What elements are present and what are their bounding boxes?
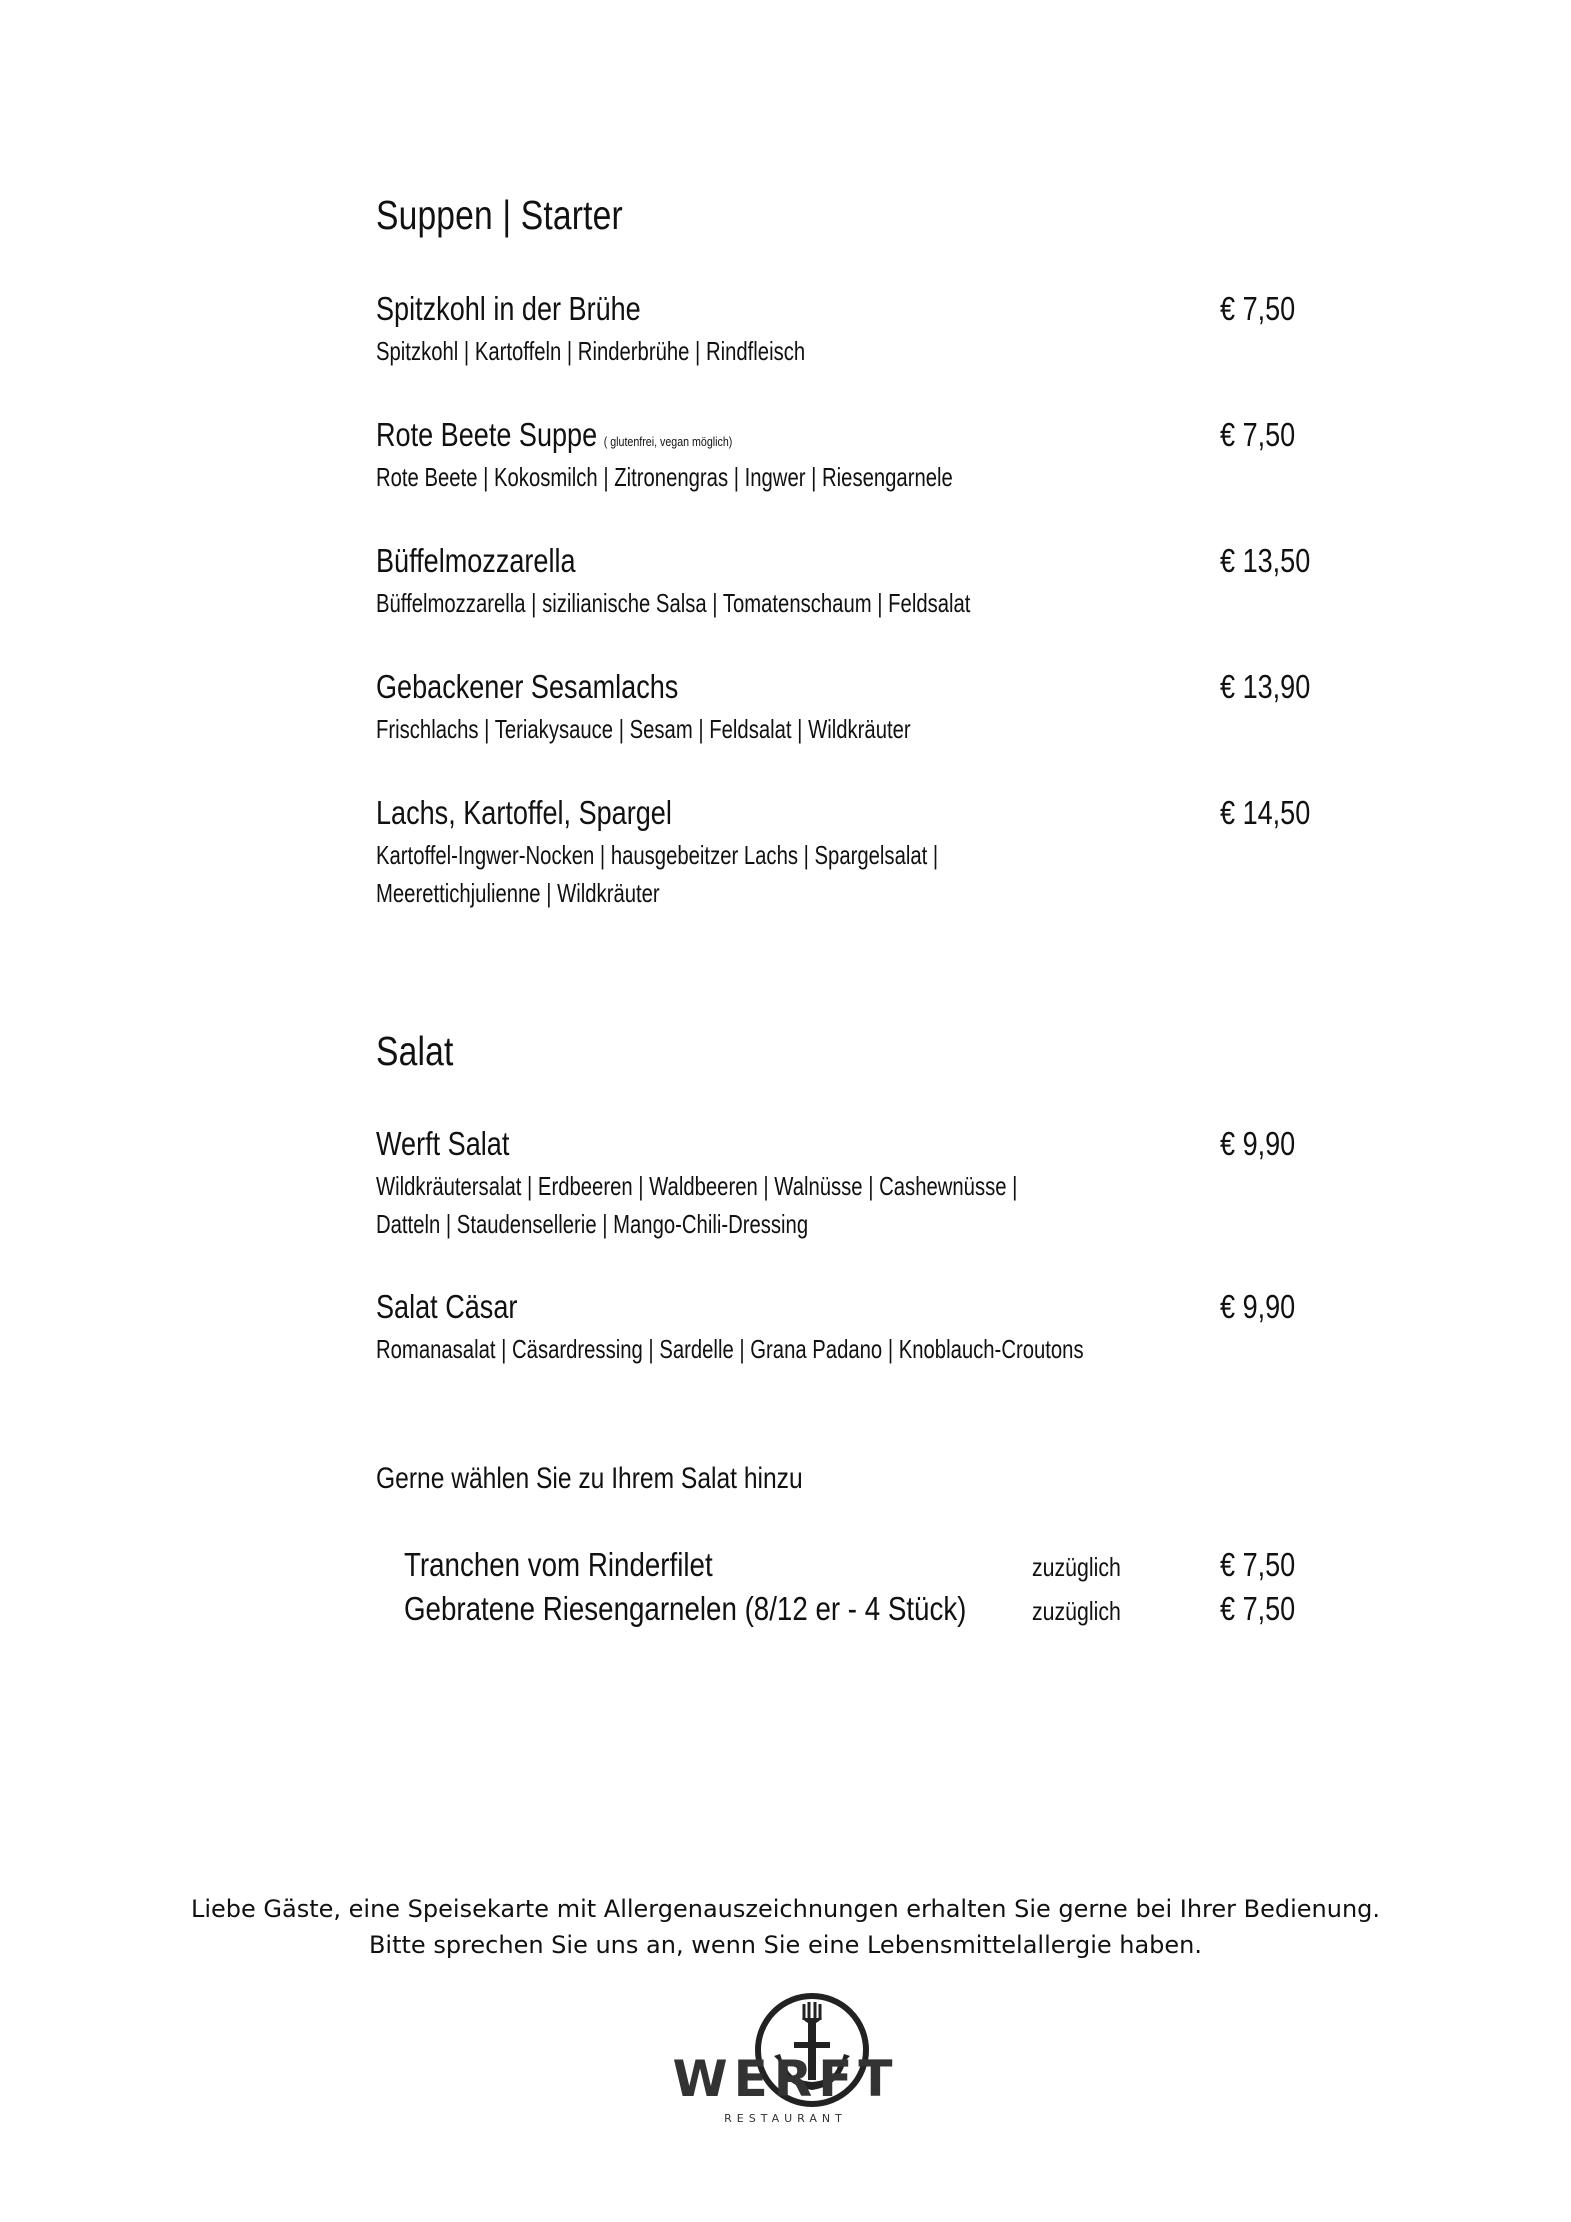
item-description: Frischlachs | Teriakysauce | Sesam | Feldsalat | Wildkräuter (376, 714, 911, 744)
item-description: Büffelmozzarella | sizilianische Salsa | Tomatenschaum | Feldsalat (376, 588, 971, 618)
extra-price: € 7,50 (1220, 1590, 1296, 1627)
menu-item (376, 794, 1306, 912)
item-description: Rote Beete | Kokosmilch | Zitronengras | Ingwer | Riesengarnele (376, 462, 953, 492)
extra-item (404, 1546, 1304, 1590)
item-price: € 7,50 (1220, 290, 1296, 327)
menu-item (376, 416, 1306, 496)
item-name: Werft Salat (376, 1125, 510, 1162)
menu-item (376, 290, 1306, 370)
logo-subtitle: RESTAURANT (724, 2112, 847, 2125)
logo-wordmark: WERFT (672, 2050, 899, 2108)
item-name: Lachs, Kartoffel, Spargel (376, 794, 672, 831)
menu-item (376, 542, 1306, 622)
item-name: Gebackener Sesamlachs (376, 668, 679, 705)
item-name: Rote Beete Suppe (376, 416, 598, 453)
allergen-notice-line1: Liebe Gäste, eine Speisekarte mit Allergenauszeichnungen erhalten Sie gerne bei Ihrer Bedienung. (190, 1895, 1381, 1923)
item-description: Kartoffel-Ingwer-Nocken | hausgebeitzer Lachs | Spargelsalat | (376, 840, 939, 870)
item-description-cont: Meerettichjulienne | Wildkräuter (376, 878, 660, 908)
item-price: € 13,50 (1220, 542, 1311, 579)
item-note: ( glutenfrei, vegan möglich) (603, 434, 733, 449)
item-description-cont: Datteln | Staudensellerie | Mango-Chili-Dressing (376, 1209, 809, 1239)
extra-price: € 7,50 (1220, 1546, 1296, 1583)
item-description: Romanasalat | Cäsardressing | Sardelle | Grana Padano | Knoblauch-Croutons (376, 1334, 1084, 1364)
item-price: € 7,50 (1220, 416, 1296, 453)
allergen-notice-line2: Bitte sprechen Sie uns an, wenn Sie eine Lebensmittelallergie haben. (368, 1931, 1203, 1959)
menu-item (376, 668, 1306, 748)
item-price: € 9,90 (1220, 1125, 1296, 1162)
menu-item (376, 1288, 1306, 1368)
extra-name: Gebratene Riesengarnelen (8/12 er - 4 Stück) (404, 1590, 967, 1627)
extra-name: Tranchen vom Rinderfilet (404, 1546, 713, 1583)
item-name: Spitzkohl in der Brühe (376, 290, 641, 327)
extra-surcharge-label: zuzüglich (1032, 1552, 1121, 1582)
item-name-row (376, 416, 1139, 454)
item-description: Spitzkohl | Kartoffeln | Rinderbrühe | Rindfleisch (376, 336, 806, 366)
item-price: € 14,50 (1220, 794, 1311, 831)
section-title-salads: Salat (376, 1028, 454, 1074)
extra-item (404, 1590, 1304, 1634)
section-title-starters: Suppen | Starter (376, 192, 623, 238)
item-name: Büffelmozzarella (376, 542, 576, 579)
item-description: Wildkräutersalat | Erdbeeren | Waldbeeren | Walnüsse | Cashewnüsse | (376, 1171, 1018, 1201)
item-price: € 9,90 (1220, 1288, 1296, 1325)
item-price: € 13,90 (1220, 668, 1311, 705)
item-name: Salat Cäsar (376, 1288, 518, 1325)
menu-item (376, 1125, 1306, 1243)
extra-surcharge-label: zuzüglich (1032, 1596, 1121, 1626)
extras-intro: Gerne wählen Sie zu Ihrem Salat hinzu (376, 1462, 803, 1495)
